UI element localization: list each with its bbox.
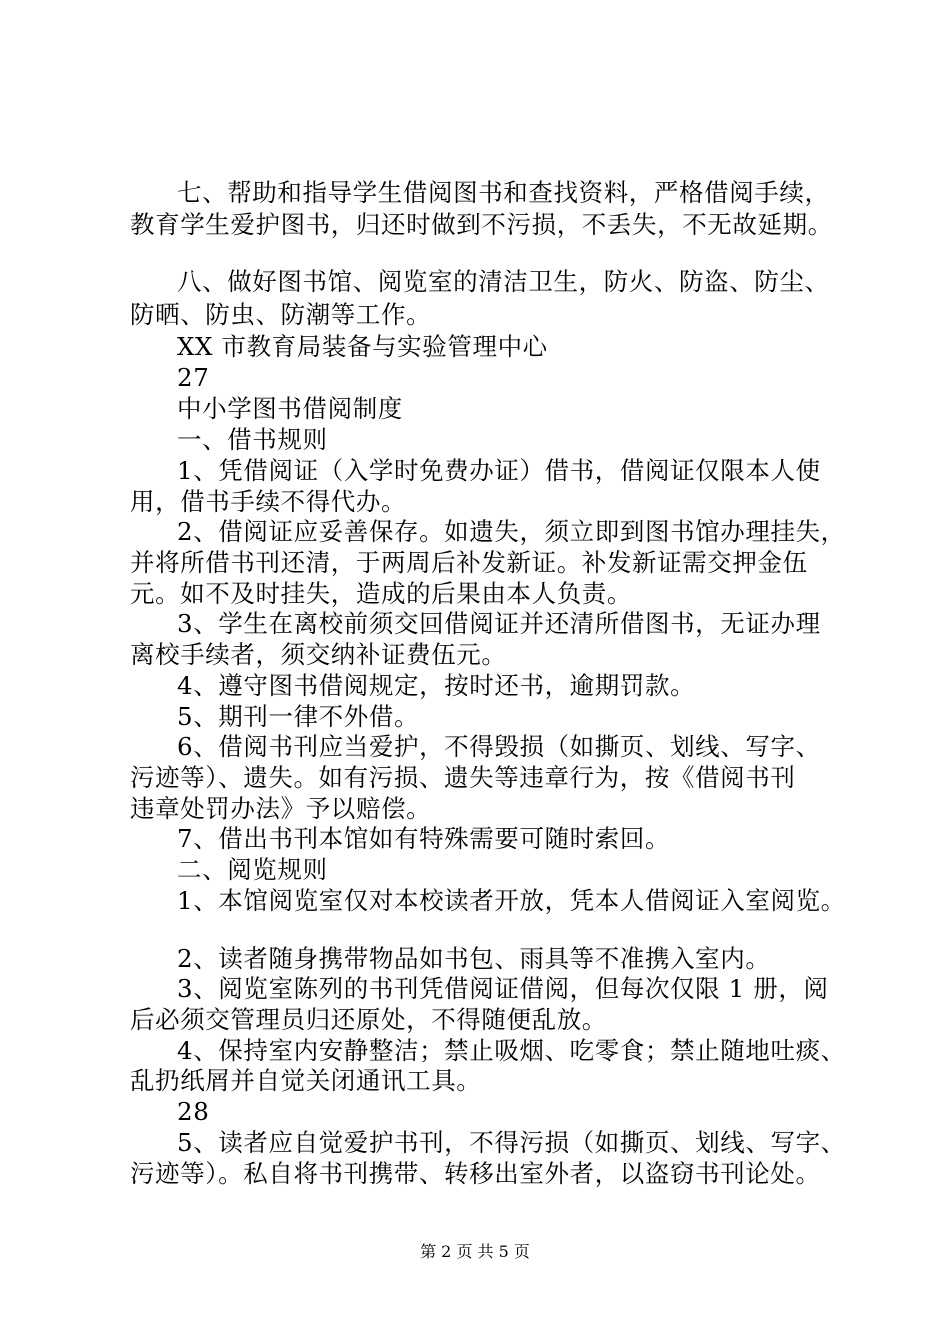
text-line: 5、期刊一律不外借。 <box>177 702 420 731</box>
text-line: 教育学生爱护图书，归还时做到不污损，不丢失，不无故延期。 <box>130 210 833 239</box>
text-line: 3、学生在离校前须交回借阅证并还清所借图书，无证办理 <box>177 609 821 638</box>
text-line: 八、做好图书馆、阅览室的清洁卫生，防火、防盗、防尘、 <box>177 267 830 296</box>
text-line: 4、保持室内安静整洁；禁止吸烟、吃零食；禁止随地吐痰、 <box>177 1036 846 1065</box>
section-title: 中小学图书借阅制度 <box>177 394 403 423</box>
text-line: 3、阅览室陈列的书刊凭借阅证借阅，但每次仅限 1 册，阅 <box>177 974 829 1003</box>
text-line: 1、凭借阅证（入学时免费办证）借书，借阅证仅限本人使 <box>177 456 821 485</box>
text-line: 违章处罚办法》予以赔偿。 <box>130 794 432 823</box>
text-line: 元。如不及时挂失，造成的后果由本人负责。 <box>130 579 632 608</box>
text-line: 防晒、防虫、防潮等工作。 <box>130 300 432 329</box>
text-line: 七、帮助和指导学生借阅图书和查找资料，严格借阅手续， <box>177 178 830 207</box>
text-line: 用，借书手续不得代办。 <box>130 487 407 516</box>
text-line: 离校手续者，须交纳补证费伍元。 <box>130 640 507 669</box>
section-heading: 一、借书规则 <box>177 425 328 454</box>
text-line: 并将所借书刊还清，于两周后补发新证。补发新证需交押金伍 <box>130 548 808 577</box>
text-line: 后必须交管理员归还原处，不得随便乱放。 <box>130 1005 607 1034</box>
text-line: 污迹等）。私自将书刊携带、转移出室外者，以盗窃书刊论处。 <box>130 1159 821 1188</box>
page-number-inline: 28 <box>177 1097 210 1126</box>
text-line: 7、借出书刊本馆如有特殊需要可随时索回。 <box>177 824 671 853</box>
text-line: 1、本馆阅览室仅对本校读者开放，凭本人借阅证入室阅览。 <box>177 886 846 915</box>
text-line: 2、读者随身携带物品如书包、雨具等不准携入室内。 <box>177 944 771 973</box>
section-heading: 二、阅览规则 <box>177 855 328 884</box>
text-line: 乱扔纸屑并自觉关闭通讯工具。 <box>130 1066 482 1095</box>
text-line: 5、读者应自觉爱护书刊，不得污损（如撕页、划线、写字、 <box>177 1128 846 1157</box>
text-line: 6、借阅书刊应当爱护，不得毁损（如撕页、划线、写字、 <box>177 732 821 761</box>
text-line: XX 市教育局装备与实验管理中心 <box>177 332 548 361</box>
text-line: 2、借阅证应妥善保存。如遗失，须立即到图书馆办理挂失， <box>177 517 846 546</box>
text-line: 4、遵守图书借阅规定，按时还书，逾期罚款。 <box>177 671 696 700</box>
text-line: 污迹等）、遗失。如有污损、遗失等违章行为，按《借阅书刊 <box>130 763 796 792</box>
page-footer: 第 2 页 共 5 页 <box>420 1242 530 1261</box>
page-number-inline: 27 <box>177 363 210 392</box>
